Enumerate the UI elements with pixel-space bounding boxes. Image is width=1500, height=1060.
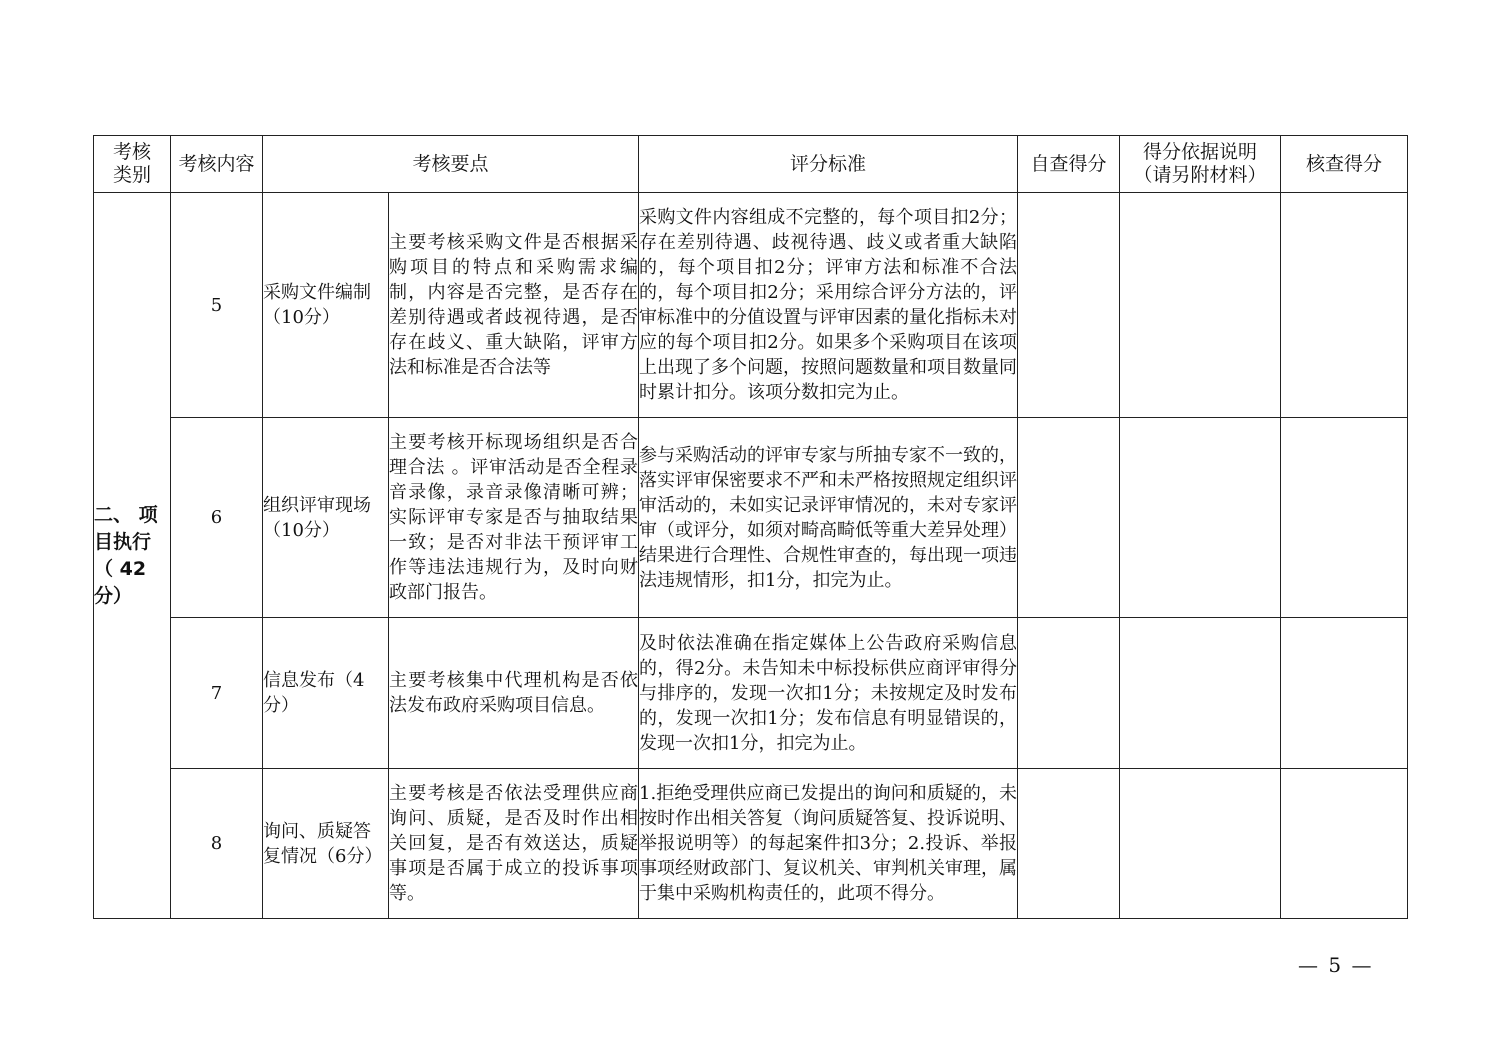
- check-score-cell[interactable]: [1281, 418, 1408, 618]
- self-score-cell[interactable]: [1018, 193, 1120, 418]
- basis-cell[interactable]: [1120, 193, 1281, 418]
- row-key-points: 主要考核开标现场组织是否合理合法 。评审活动是否全程录音录像，录音录像清晰可辨；实际评审专家是否与抽取结果一致；是否对非法干预评审工作等违法违规行为，及时向财政部门报告。: [389, 418, 639, 618]
- row-item: 信息发布（4分）: [263, 618, 389, 769]
- basis-cell[interactable]: [1120, 618, 1281, 769]
- row-item: 组织评审现场（10分）: [263, 418, 389, 618]
- basis-cell[interactable]: [1120, 769, 1281, 919]
- header-standard: 评分标准: [639, 136, 1018, 193]
- table-row: [94, 618, 1408, 769]
- row-standard: 及时依法准确在指定媒体上公告政府采购信息的，得2分。未告知未中标投标供应商评审得分与排序的，发现一次扣1分；未按规定及时发布的，发现一次扣1分；发布信息有明显错误的，发现一次扣1分，扣完为止。: [639, 618, 1018, 769]
- row-standard: 参与采购活动的评审专家与所抽专家不一致的，落实评审保密要求不严和未严格按照规定组织评审活动的，未如实记录评审情况的，未对专家评审（或评分，如须对畸高畸低等重大差异处理）结果进行合理性、合规性审查的，每出现一项违法违规情形，扣1分，扣完为止。: [639, 418, 1018, 618]
- check-score-cell[interactable]: [1281, 193, 1408, 418]
- self-score-cell[interactable]: [1018, 618, 1120, 769]
- row-number: 5: [171, 193, 263, 418]
- row-number: 6: [171, 418, 263, 618]
- header-basis: 得分依据说明 （请另附材料）: [1120, 136, 1281, 193]
- row-key-points: 主要考核是否依法受理供应商询问、质疑，是否及时作出相关回复，是否有效送达，质疑事项是否属于成立的投诉事项等。: [389, 769, 639, 919]
- row-key-points: 主要考核集中代理机构是否依法发布政府采购项目信息。: [389, 618, 639, 769]
- header-self-score: 自查得分: [1018, 136, 1120, 193]
- header-check-score: 核查得分: [1281, 136, 1408, 193]
- table-row: [94, 418, 1408, 618]
- row-number: 7: [171, 618, 263, 769]
- assessment-table: [93, 135, 1408, 919]
- self-score-cell[interactable]: [1018, 418, 1120, 618]
- row-standard: 1.拒绝受理供应商已发提出的询问和质疑的，未按时作出相关答复（询问质疑答复、投诉说明、举报说明等）的每起案件扣3分；2.投诉、举报事项经财政部门、复议机关、审判机关审理，属于集中采购机构责任的，此项不得分。: [639, 769, 1018, 919]
- row-number: 8: [171, 769, 263, 919]
- check-score-cell[interactable]: [1281, 618, 1408, 769]
- row-standard: 采购文件内容组成不完整的，每个项目扣2分；存在差别待遇、歧视待遇、歧义或者重大缺陷的，每个项目扣2分；评审方法和标准不合法的，每个项目扣2分；采用综合评分方法的，评审标准中的分值设置与评审因素的量化指标未对应的每个项目扣2分。如果多个采购项目在该项上出现了多个问题，按照问题数量和项目数量同时累计扣分。该项分数扣完为止。: [639, 193, 1018, 418]
- check-score-cell[interactable]: [1281, 769, 1408, 919]
- header-content: 考核内容: [171, 136, 263, 193]
- row-item: 采购文件编制（10分）: [263, 193, 389, 418]
- table-row: [94, 193, 1408, 418]
- table-header-row: [94, 136, 1408, 193]
- basis-cell[interactable]: [1120, 418, 1281, 618]
- category-cell: 二、 项 目执行 （ 42 分）: [94, 193, 171, 919]
- self-score-cell[interactable]: [1018, 769, 1120, 919]
- header-points: 考核要点: [263, 136, 639, 193]
- header-category: 考核 类别: [94, 136, 171, 193]
- row-key-points: 主要考核采购文件是否根据采购项目的特点和采购需求编制，内容是否完整，是否存在差别待遇或者歧视待遇，是否存在歧义、重大缺陷，评审方法和标准是否合法等: [389, 193, 639, 418]
- table-row: [94, 769, 1408, 919]
- row-item: 询问、质疑答复情况（6分）: [263, 769, 389, 919]
- page-number: — 5 —: [1298, 953, 1374, 977]
